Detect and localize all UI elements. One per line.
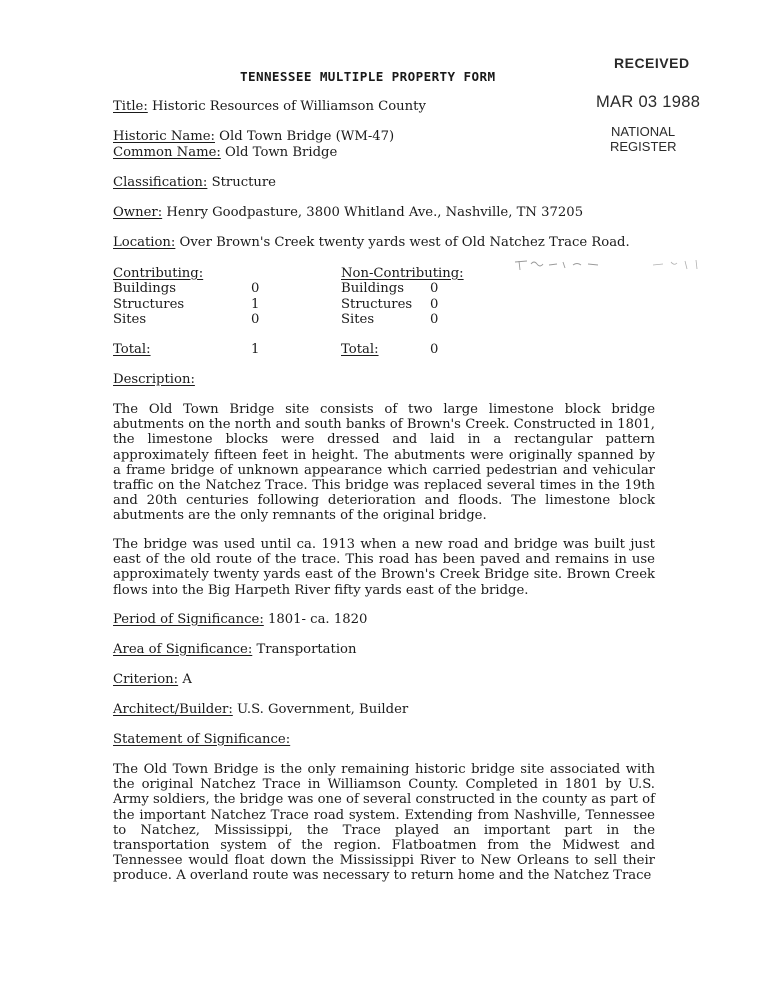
stamp-date: MAR 03 1988 (596, 93, 701, 111)
title-value: Historic Resources of Williamson County (147, 99, 426, 114)
contributing-heading: Contributing: (113, 266, 204, 281)
contributing-sites-value: 0 (251, 312, 260, 327)
classification-field (113, 175, 276, 190)
architect-label: Architect/Builder: (113, 702, 233, 717)
non-contributing-table (341, 266, 464, 282)
historic-name-label: Historic Name: (113, 129, 215, 144)
stamp-register: REGISTER (610, 139, 677, 154)
contributing-buildings-label: Buildings (113, 281, 176, 296)
non-contributing-structures-value: 0 (430, 296, 439, 312)
contributing-total-label: Total: (113, 342, 151, 357)
non-contributing-buildings-value: 0 (430, 281, 439, 296)
description-paragraph-1: The Old Town Bridge site consists of two large limestone block bridge abutments on the north and south banks of Brown's Creek. Constructed in 1801, the limestone blocks were dressed and laid in a rectangular pattern approximately fifteen feet in height. The abutments were originally spanned by a frame bridge of unknown appearance which carried pedestrian and vehicular traffic on the Natchez Trace. This bridge was replaced several times in the 19th and 20th centuries following deterioration and floods. The limestone block abutments are the only remnants of the original bridge. (113, 402, 655, 524)
non-contributing-buildings-label: Buildings (341, 281, 404, 296)
non-contributing-structures-label: Structures (341, 296, 413, 312)
owner-field (113, 205, 583, 220)
criterion-field (113, 672, 192, 687)
period-field (113, 612, 367, 627)
classification-value: Structure (207, 175, 276, 190)
statement-paragraph: The Old Town Bridge is the only remaining historic bridge site associated with the original Natchez Trace in Williamson County. Completed in 1801 by U.S. Army soldiers, the bridge was one of several constructed in the county as part of the important Natchez Trace road system. Extending from Nashville, Tennessee to Natchez, Mississippi, the Trace played an important part in the transportation system of the region. Flatboatmen from the Midwest and Tennessee would float down the Mississippi River to New Orleans to sell their produce. A overland route was necessary to return home and the Natchez Trace (113, 762, 655, 884)
statement-heading: Statement of Significance: (113, 732, 291, 747)
architect-value: U.S. Government, Builder (232, 702, 409, 717)
period-label: Period of Significance: (113, 612, 264, 627)
contributing-total-value: 1 (251, 342, 260, 357)
location-value: Over Brown's Creek twenty yards west of Old Natchez Trace Road. (175, 235, 630, 250)
area-field (113, 642, 357, 657)
common-name-label: Common Name: (113, 145, 221, 160)
pencil-scribble (513, 256, 708, 274)
description-heading: Description: (113, 372, 195, 387)
criterion-value: A (178, 672, 192, 687)
contributing-table (113, 266, 273, 282)
owner-value: Henry Goodpasture, 3800 Whitland Ave., Nashville, TN 37205 (162, 205, 584, 220)
non-contributing-labels (341, 281, 412, 328)
non-contributing-heading: Non-Contributing: (341, 266, 464, 281)
common-name-field (113, 145, 337, 160)
stamp-received-text: RECEIVED (614, 55, 690, 71)
form-title: TENNESSEE MULTIPLE PROPERTY FORM (240, 69, 496, 84)
contributing-values (251, 281, 259, 328)
period-value: 1801- ca. 1820 (263, 612, 368, 627)
non-contributing-sites-value: 0 (430, 312, 439, 327)
non-contributing-total-label: Total: (341, 342, 379, 357)
title-field (113, 99, 426, 114)
area-value: Transportation (252, 642, 357, 657)
owner-label: Owner: (113, 205, 163, 220)
location-label: Location: (113, 235, 176, 250)
non-contributing-values (430, 281, 438, 328)
non-contributing-sites-label: Sites (341, 312, 375, 327)
contributing-sites-label: Sites (113, 312, 147, 327)
stamp-national: NATIONAL (611, 124, 676, 139)
location-field (113, 235, 630, 250)
historic-name-field (113, 129, 394, 144)
historic-name-value: Old Town Bridge (WM-47) (214, 129, 395, 144)
area-label: Area of Significance: (113, 642, 253, 657)
contributing-structures-label: Structures (113, 296, 185, 312)
non-contributing-total-value: 0 (430, 342, 439, 357)
classification-label: Classification: (113, 175, 208, 190)
common-name-value: Old Town Bridge (220, 145, 338, 160)
criterion-label: Criterion: (113, 672, 179, 687)
title-label: Title: (113, 99, 148, 114)
architect-field (113, 702, 408, 717)
contributing-structures-value: 1 (251, 296, 260, 312)
description-paragraph-2: The bridge was used until ca. 1913 when a new road and bridge was built just east of the old route of the trace. This road has been paved and remains in use approximately twenty yards east of the Brown's Creek Bridge site. Brown Creek flows into the Big Harpeth River fifty yards east of the bridge. (113, 537, 655, 598)
contributing-buildings-value: 0 (251, 281, 260, 296)
contributing-labels (113, 281, 184, 328)
